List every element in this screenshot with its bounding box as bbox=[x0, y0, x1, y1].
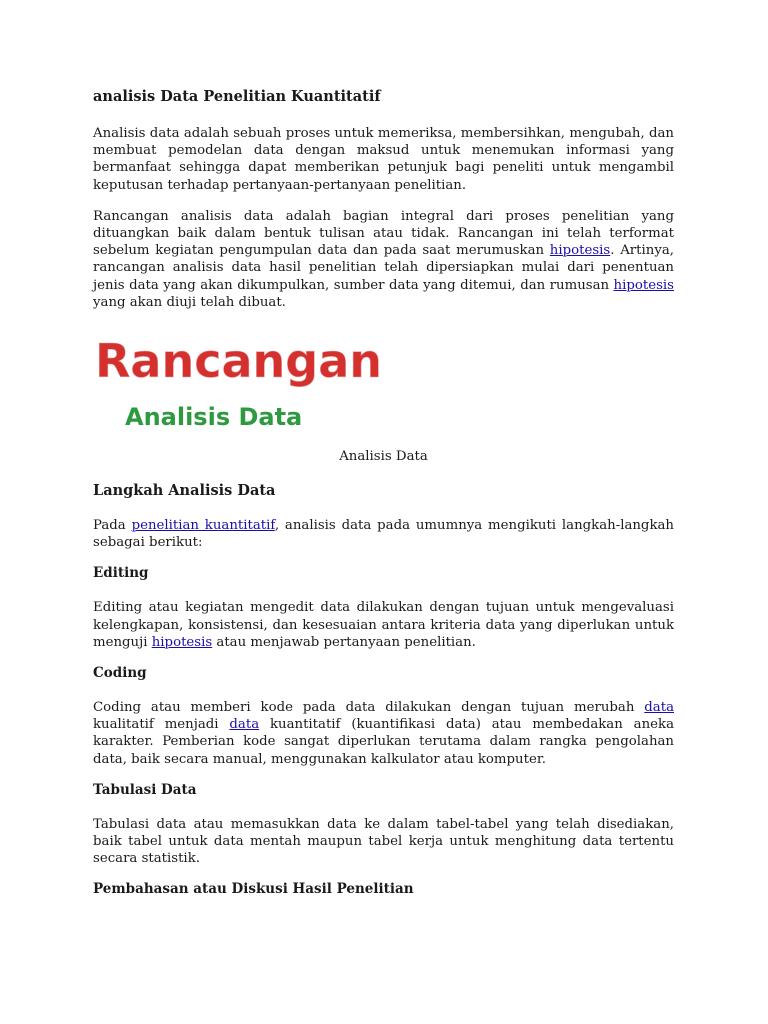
tabulasi-paragraph: Tabulasi data atau memasukkan data ke dalam tabel-tabel yang telah disediakan, baik tabel untuk data mentah maupun tabel kerja untuk menghitung data tertentu secara statistik. bbox=[93, 816, 674, 867]
figure-caption: Analisis Data bbox=[339, 449, 428, 465]
hipotesis-link-3[interactable]: hipotesis bbox=[151, 634, 213, 650]
langkah-paragraph bbox=[93, 517, 674, 551]
figure-graphic bbox=[93, 325, 393, 439]
rancangan-analisis-data-image bbox=[93, 325, 674, 439]
langkah-heading: Langkah Analisis Data bbox=[93, 482, 276, 500]
editing-heading: Editing bbox=[93, 565, 149, 582]
rancangan-text-1: Rancangan analisis data adalah bagian integral dari proses penelitian yang dituangkan baik dalam bentuk tulisan atau tidak. Rancangan ini telah terformat sebelum kegiatan pengumpulan data dan pada saat merumuskan bbox=[93, 208, 674, 259]
rancangan-text-2: . Artinya, rancangan analisis data hasil penelitian telah dipersiapkan mulai dari penentuan jenis data yang akan dikumpulkan, sumber data yang ditemui, dan rumusan bbox=[93, 243, 674, 293]
tabulasi-heading: Tabulasi Data bbox=[93, 781, 197, 798]
coding-text-1: Coding atau memberi kode pada data dilakukan dengan tujuan merubah bbox=[93, 700, 645, 716]
figure-title-text: Rancangan bbox=[95, 334, 382, 389]
coding-paragraph bbox=[93, 699, 674, 768]
editing-paragraph bbox=[93, 599, 674, 651]
langkah-text-1: Pada bbox=[93, 518, 132, 534]
coding-heading: Coding bbox=[93, 665, 147, 682]
document-title: analisis Data Penelitian Kuantitatif bbox=[93, 88, 381, 105]
document-content bbox=[93, 88, 674, 915]
hipotesis-link-2[interactable]: hipotesis bbox=[613, 277, 674, 293]
rancangan-paragraph bbox=[93, 208, 674, 311]
coding-text-3: kuantitatif (kuantifikasi data) atau membedakan aneka karakter. Pemberian kode sangat diperlukan terutama dalam rangka pengolahan data, baik secara manual, menggunakan kalkulator atau komputer. bbox=[93, 717, 674, 767]
coding-text-2: kualitatif menjadi bbox=[93, 717, 230, 733]
pembahasan-heading: Pembahasan atau Diskusi Hasil Penelitian bbox=[93, 881, 414, 898]
figure-subtitle-text: Analisis Data bbox=[125, 403, 303, 432]
rancangan-text-3: yang akan diuji telah dibuat. bbox=[93, 294, 286, 310]
hipotesis-link-1[interactable]: hipotesis bbox=[549, 243, 611, 259]
data-link-1[interactable]: data bbox=[644, 700, 674, 716]
editing-text-1: Editing atau kegiatan mengedit data dilakukan dengan tujuan untuk mengevaluasi kelengkapan, konsistensi, dan kesesuaian antara kriteria data yang diperlukan untuk menguji bbox=[93, 600, 674, 650]
intro-paragraph: Analisis data adalah sebuah proses untuk memeriksa, membersihkan, mengubah, dan membuat pemodelan data dengan maksud untuk menemukan informasi yang bermanfaat sehingga dapat memberikan petunjuk bagi peneliti untuk mengambil keputusan terhadap pertanyaan-pertanyaan penelitian. bbox=[93, 126, 674, 193]
langkah-text-2: , analisis data pada umumnya mengikuti langkah-langkah sebagai berikut: bbox=[93, 518, 674, 551]
data-link-2[interactable]: data bbox=[229, 717, 260, 733]
editing-text-2: atau menjawab pertanyaan penelitian. bbox=[212, 634, 476, 650]
penelitian-kuantitatif-link[interactable]: penelitian kuantitatif bbox=[131, 518, 275, 534]
